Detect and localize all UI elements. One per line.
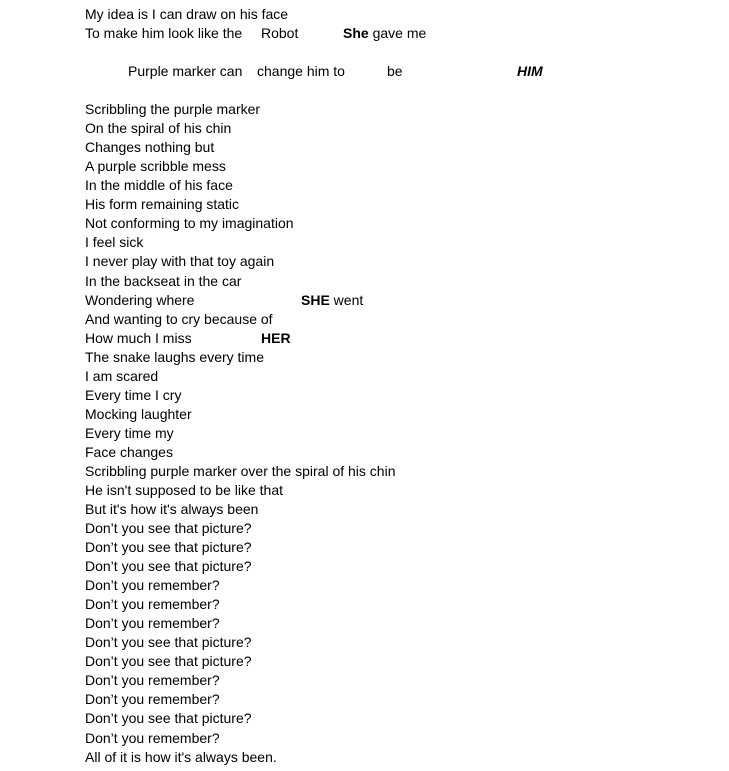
poem-line: Scribbling purple marker over the spiral of his chin: [85, 463, 396, 479]
poem-line: Not conforming to my imagination: [85, 215, 294, 231]
poem-line: In the backseat in the car: [85, 273, 242, 289]
poem-line: Don’t you see that picture?: [85, 558, 252, 574]
poem-line: Don’t you remember?: [85, 615, 220, 631]
poem-line-purple-marker: [85, 62, 543, 81]
poem-line: Don’t you see that picture?: [85, 520, 252, 536]
poem-line: Don’t you see that picture?: [85, 653, 252, 669]
poem-line: The snake laughs every time: [85, 349, 264, 365]
poem-line: Don’t you remember?: [85, 596, 220, 612]
poem-line: But it's how it's always been: [85, 501, 259, 517]
line-text: Robot: [261, 25, 299, 41]
poem-line: On the spiral of his chin: [85, 120, 232, 136]
emphasis-her: HER: [261, 330, 291, 346]
poem-line: Changes nothing but: [85, 139, 215, 155]
line-text: To make him look like the: [85, 25, 243, 41]
poem-line: Every time my: [85, 425, 174, 441]
poem-line: Don’t you remember?: [85, 577, 220, 593]
line-text-group: [301, 291, 363, 310]
poem-line: And wanting to cry because of: [85, 311, 273, 327]
poem-line: Don’t you see that picture?: [85, 710, 252, 726]
poem-line: A purple scribble mess: [85, 158, 226, 174]
line-text: be: [387, 63, 403, 79]
poem-line-robot: [85, 24, 427, 43]
line-text-group: [343, 24, 426, 43]
poem-line: His form remaining static: [85, 196, 240, 212]
poem-line: In the middle of his face: [85, 177, 233, 193]
poem-line: All of it is how it's always been.: [85, 749, 277, 765]
emphasis-him: HIM: [517, 63, 543, 79]
poem-line: Mocking laughter: [85, 406, 192, 422]
poem-line: I feel sick: [85, 234, 144, 250]
line-text: went: [329, 292, 364, 308]
poem-line-miss: [85, 329, 291, 348]
poem-line-wondering: [85, 291, 364, 310]
poem-line: I never play with that toy again: [85, 253, 275, 269]
poem-line: Don’t you remember?: [85, 730, 220, 746]
emphasis-she: She: [343, 25, 369, 41]
poem-line: My idea is I can draw on his face: [85, 6, 289, 22]
poem-line: Every time I cry: [85, 387, 182, 403]
poem-line: Don’t you see that picture?: [85, 634, 252, 650]
line-text: How much I miss: [85, 330, 192, 346]
emphasis-she: SHE: [301, 292, 330, 308]
poem-line: He isn't supposed to be like that: [85, 482, 284, 498]
line-text: Wondering where: [85, 292, 195, 308]
poem-line: Face changes: [85, 444, 173, 460]
poem-line: Don’t you remember?: [85, 691, 220, 707]
line-text: gave me: [368, 25, 427, 41]
poem-line: Scribbling the purple marker: [85, 101, 261, 117]
poem-line: I am scared: [85, 368, 159, 384]
line-text: Purple marker can: [128, 63, 243, 79]
poem-line: Don’t you remember?: [85, 672, 220, 688]
poem-line: Don’t you see that picture?: [85, 539, 252, 555]
line-text: change him to: [257, 63, 345, 79]
